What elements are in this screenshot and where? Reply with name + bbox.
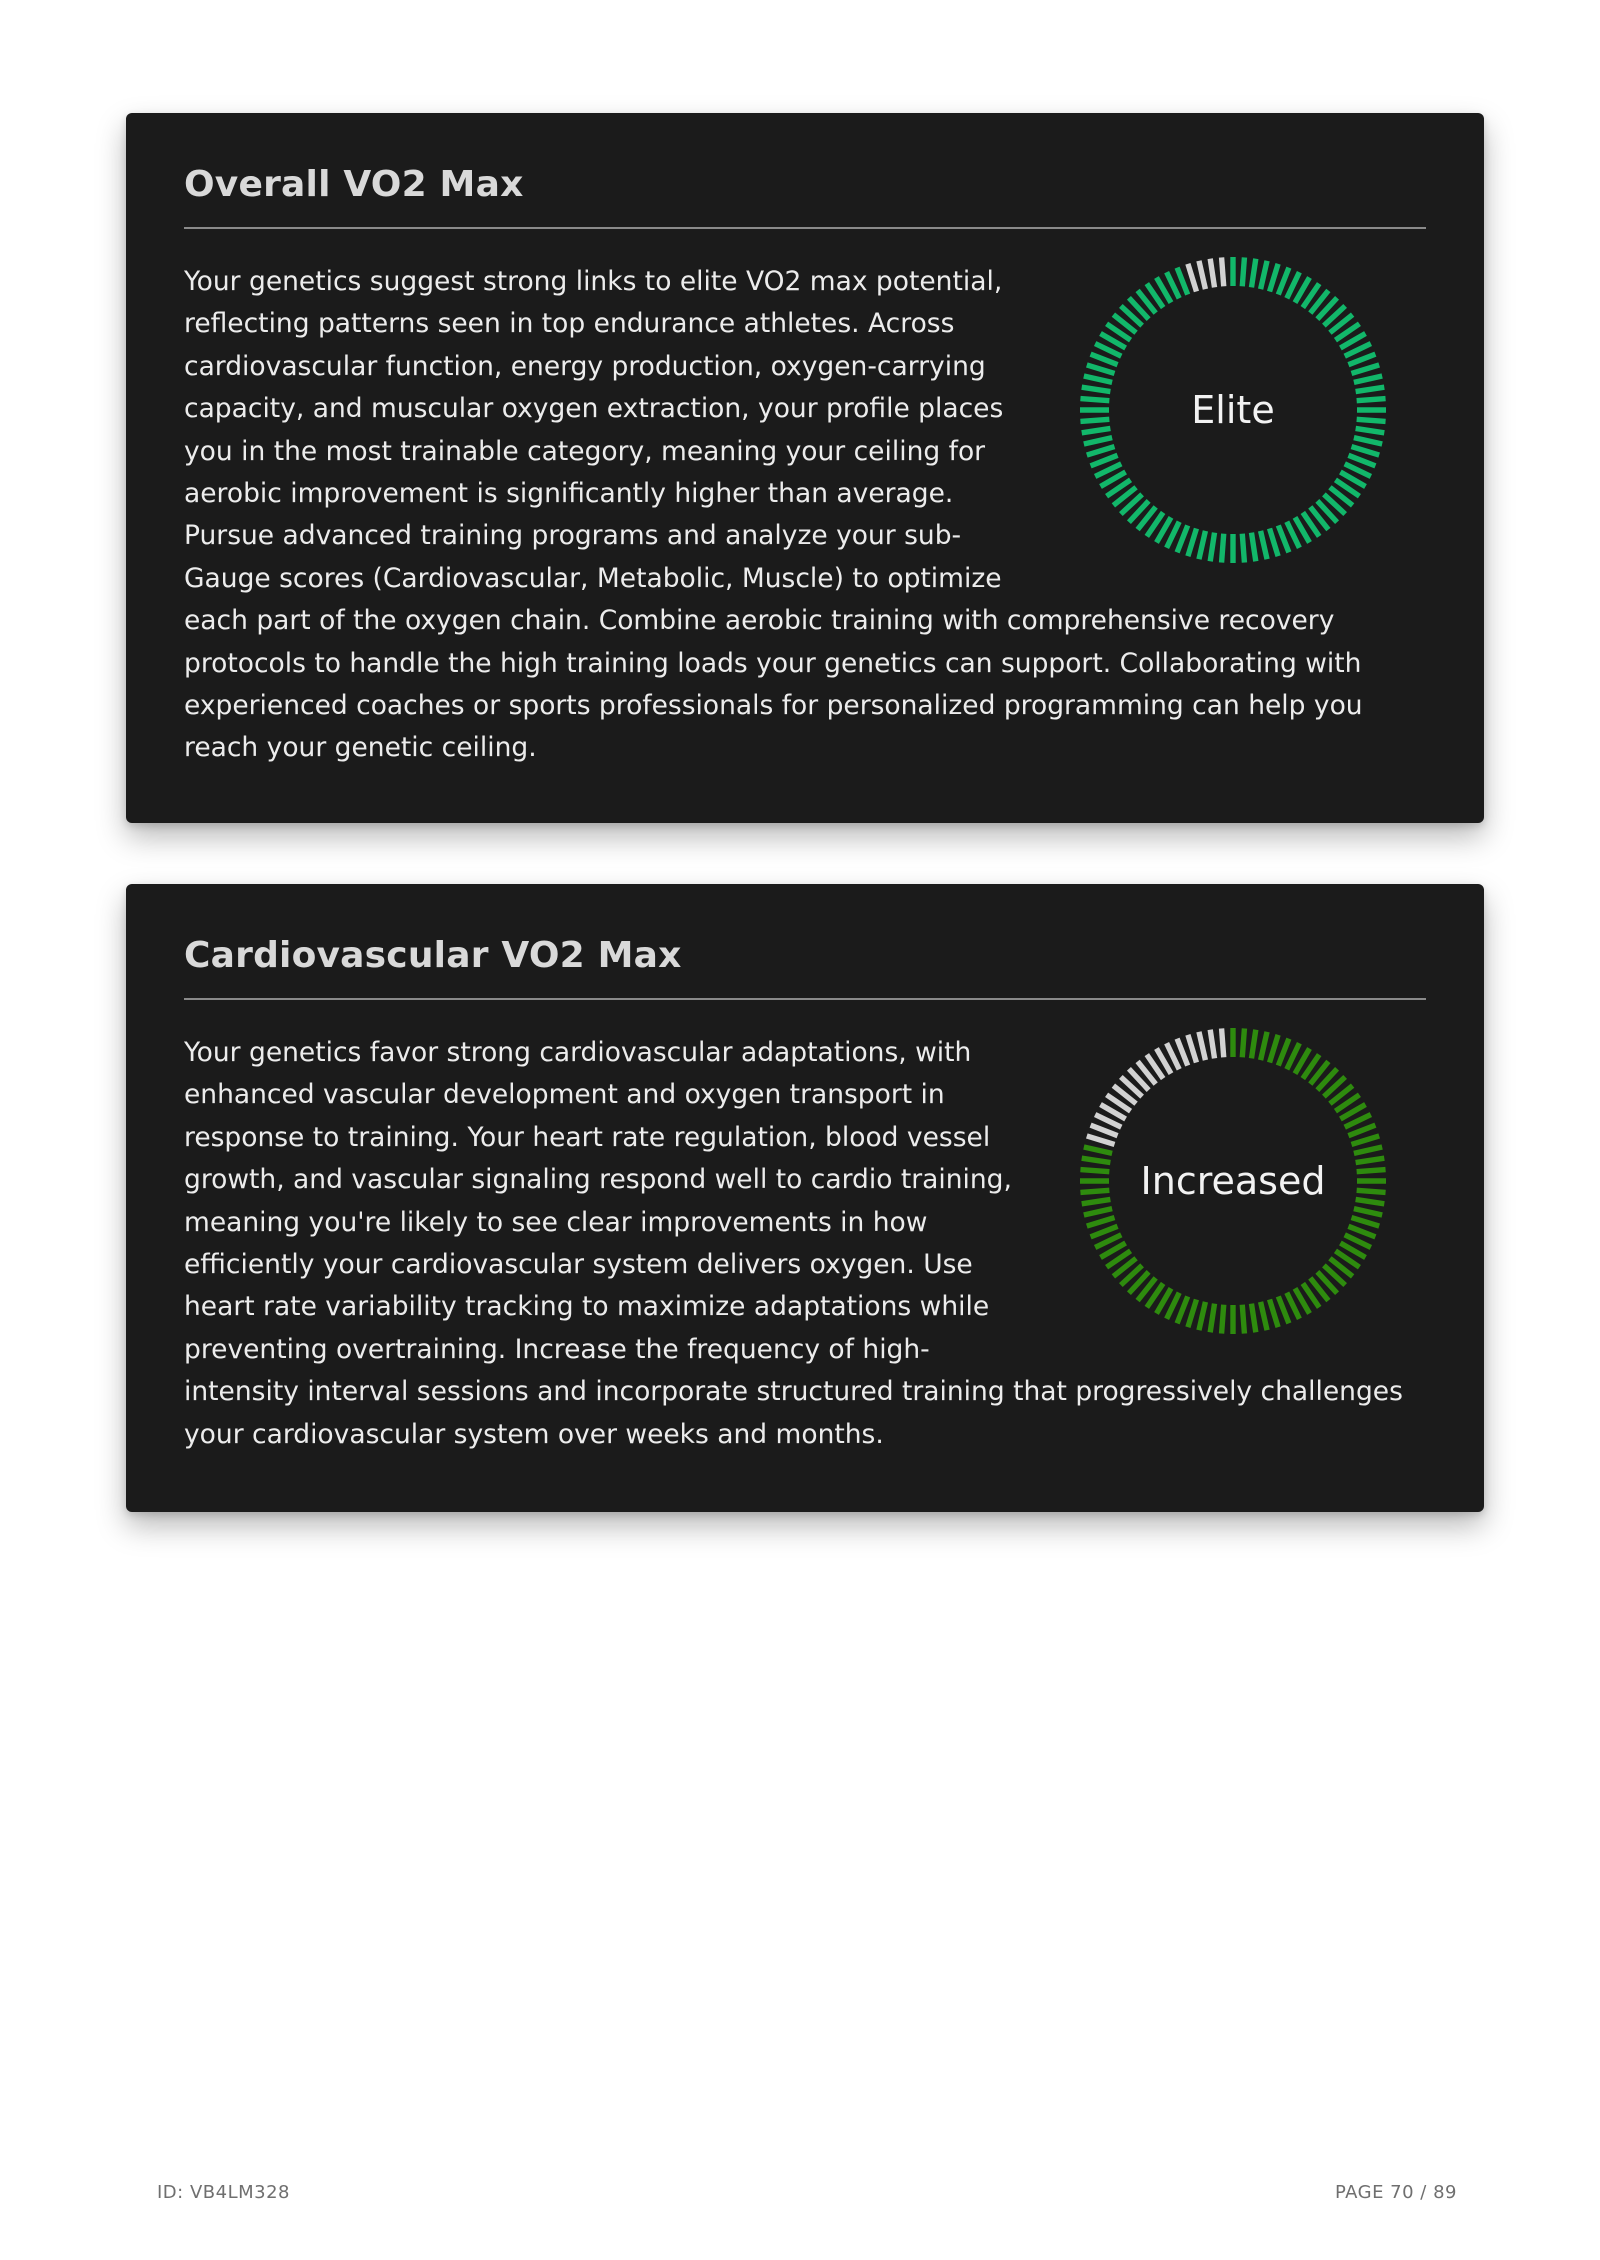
card-title: Overall VO2 Max: [184, 164, 524, 205]
title-divider: [184, 998, 1426, 1000]
overall-vo2-gauge: [1078, 255, 1388, 565]
card-body-text: Your genetics suggest strong links to elite VO2 max potential, reflecting patterns seen in top endurance athletes. Across cardiovascular function, energy production, oxygen-carrying capacity, and muscular oxygen extraction, your profile places you in the most trainable category, meaning your ceiling for aerobic improvement is significantly higher than average. Pursue advanced training programs and analyze your sub-Gauge scores (Cardiovascular, Metabolic, Muscle) to optimize each part of the oxygen chain. Combine aerobic training with comprehensive recovery protocols to handle the high training loads your genetics can support. Collaborating with experienced coaches or sports professionals for personalized programming can help you reach your genetic ceiling.: [184, 266, 1363, 764]
gauge-label: Elite: [1191, 388, 1275, 432]
cardiovascular-vo2-gauge: [1078, 1026, 1388, 1336]
cardiovascular-vo2-max-card: [126, 884, 1484, 1512]
title-divider: [184, 227, 1426, 229]
card-title: Cardiovascular VO2 Max: [184, 935, 682, 976]
gauge-label: Increased: [1140, 1159, 1326, 1203]
report-id: ID: VB4LM328: [157, 2182, 290, 2203]
page-number: PAGE 70 / 89: [1334, 2182, 1457, 2203]
card-body-text: Your genetics favor strong cardiovascular adaptations, with enhanced vascular development and oxygen transport in response to training. Your heart rate regulation, blood vessel growth, and vascular signaling respond well to cardio training, meaning you're likely to see clear improvements in how efficiently your cardiovascular system delivers oxygen. Use heart rate variability tracking to maximize adaptations while preventing overtraining. Increase the frequency of high-intensity interval sessions and incorporate structured training that progressively challenges your cardiovascular system over weeks and months.: [184, 1037, 1403, 1450]
overall-vo2-max-card: [126, 113, 1484, 823]
